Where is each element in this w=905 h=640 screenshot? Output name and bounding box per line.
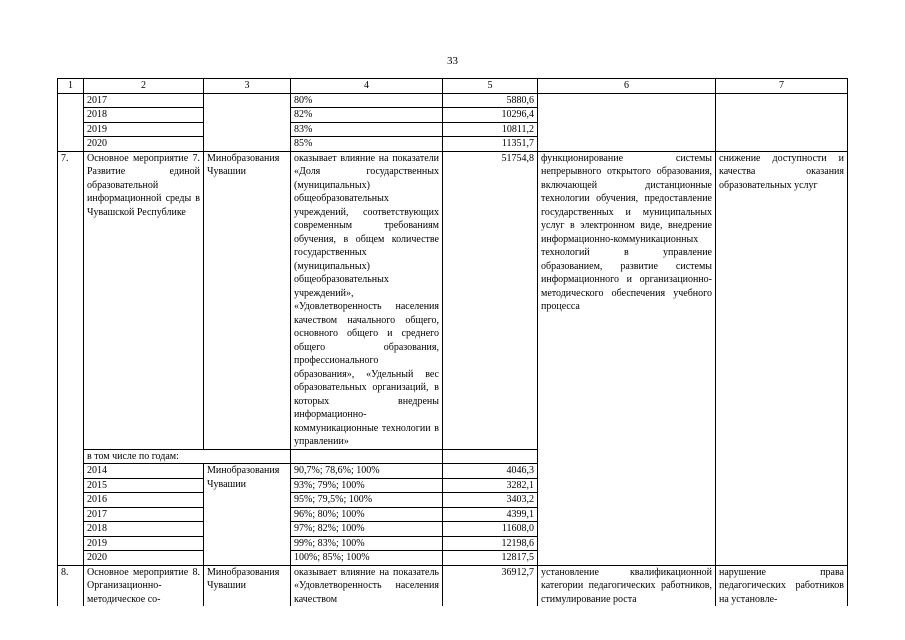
- measure-row: [58, 565, 848, 606]
- measure-result: установление квалификационной категории педагогических работников, стимулирование роста: [538, 565, 716, 606]
- indicator-cell: 100%; 85%; 100%: [291, 551, 443, 566]
- amount-cell: 11351,7: [443, 137, 538, 152]
- indicator-cell: 93%; 79%; 100%: [291, 478, 443, 493]
- col-header: 7: [716, 79, 848, 94]
- col-header: 1: [58, 79, 84, 94]
- amount-cell: 11608,0: [443, 522, 538, 537]
- cell-empty: [538, 93, 716, 151]
- indicator-cell: 97%; 82%; 100%: [291, 522, 443, 537]
- cell-empty: [716, 93, 848, 151]
- measure-name: Основное мероприятие 7. Развитие единой образовательной информационной среды в Чувашской Республике: [84, 151, 204, 449]
- amount-cell: 4046,3: [443, 464, 538, 479]
- measure-row: [58, 151, 848, 449]
- measure-amount: 51754,8: [443, 151, 538, 449]
- amount-cell: 4399,1: [443, 507, 538, 522]
- years-executor: Минобразования Чувашии: [204, 464, 291, 566]
- measure-influence: оказывает влияние на показатель «Удовлетворенность населения качеством: [291, 565, 443, 606]
- year-cell: 2017: [84, 507, 204, 522]
- indicator-cell: 90,7%; 78,6%; 100%: [291, 464, 443, 479]
- year-cell: 2018: [84, 522, 204, 537]
- col-header: 3: [204, 79, 291, 94]
- indicator-cell: 85%: [291, 137, 443, 152]
- measure-amount: 36912,7: [443, 565, 538, 606]
- measure-executor: Минобразования Чувашии: [204, 565, 291, 606]
- year-cell: 2017: [84, 93, 204, 108]
- col-header: 5: [443, 79, 538, 94]
- amount-cell: 10811,2: [443, 122, 538, 137]
- year-cell: 2014: [84, 464, 204, 479]
- indicator-cell: 99%; 83%; 100%: [291, 536, 443, 551]
- amount-cell: 3282,1: [443, 478, 538, 493]
- measure-number: 7.: [58, 151, 84, 565]
- indicator-cell: 80%: [291, 93, 443, 108]
- col-header: 6: [538, 79, 716, 94]
- measure-result: функционирование системы непрерывного открытого образования, включающей дистанционные технологии обучения, предоставление государственных и муниципальных услуг в электронном виде, внедрение информационно-коммуникационных технологий в управление образованием, развитие системы информационного и организационно-методического обеспечения учебного процесса: [538, 151, 716, 565]
- year-cell: 2018: [84, 108, 204, 123]
- measure-name: Основное мероприятие 8. Организационно-методическое со-: [84, 565, 204, 606]
- year-cell: 2016: [84, 493, 204, 508]
- cell-empty: [204, 93, 291, 151]
- measure-risk: снижение доступности и качества оказания образовательных услуг: [716, 151, 848, 565]
- by-years-label: в том числе по годам:: [84, 449, 291, 464]
- year-cell: 2020: [84, 137, 204, 152]
- measure-number: 8.: [58, 565, 84, 606]
- measures-table: [57, 78, 848, 606]
- indicator-cell: 82%: [291, 108, 443, 123]
- measure-risk: нарушение права педагогических работников на установле-: [716, 565, 848, 606]
- cell-empty: [443, 449, 538, 464]
- col-header: 4: [291, 79, 443, 94]
- cell-empty: [58, 93, 84, 151]
- amount-cell: 3403,2: [443, 493, 538, 508]
- page-number: 33: [447, 55, 458, 67]
- col-header: 2: [84, 79, 204, 94]
- year-cell: 2015: [84, 478, 204, 493]
- indicator-cell: 96%; 80%; 100%: [291, 507, 443, 522]
- table-row: [58, 93, 848, 108]
- measure-influence: оказывает влияние на показатели «Доля государственных (муниципальных) общеобразовательных учреждений, соответствующих современным требованиям обучения, в общем количестве государственных (муниципальных) общеобразовательных учреждений», «Удовлетворенность населения качеством начального общего, основного общего и среднего общего образования, профессионального образования», «Удельный вес образовательных организаций, в которых внедрены информационно-коммуникационные технологии в управлении»: [291, 151, 443, 449]
- amount-cell: 12817,5: [443, 551, 538, 566]
- year-cell: 2019: [84, 536, 204, 551]
- year-cell: 2019: [84, 122, 204, 137]
- amount-cell: 12198,6: [443, 536, 538, 551]
- amount-cell: 10296,4: [443, 108, 538, 123]
- column-header-row: [58, 79, 848, 94]
- measure-executor: Минобразования Чувашии: [204, 151, 291, 449]
- indicator-cell: 83%: [291, 122, 443, 137]
- cell-empty: [291, 449, 443, 464]
- amount-cell: 5880,6: [443, 93, 538, 108]
- indicator-cell: 95%; 79,5%; 100%: [291, 493, 443, 508]
- year-cell: 2020: [84, 551, 204, 566]
